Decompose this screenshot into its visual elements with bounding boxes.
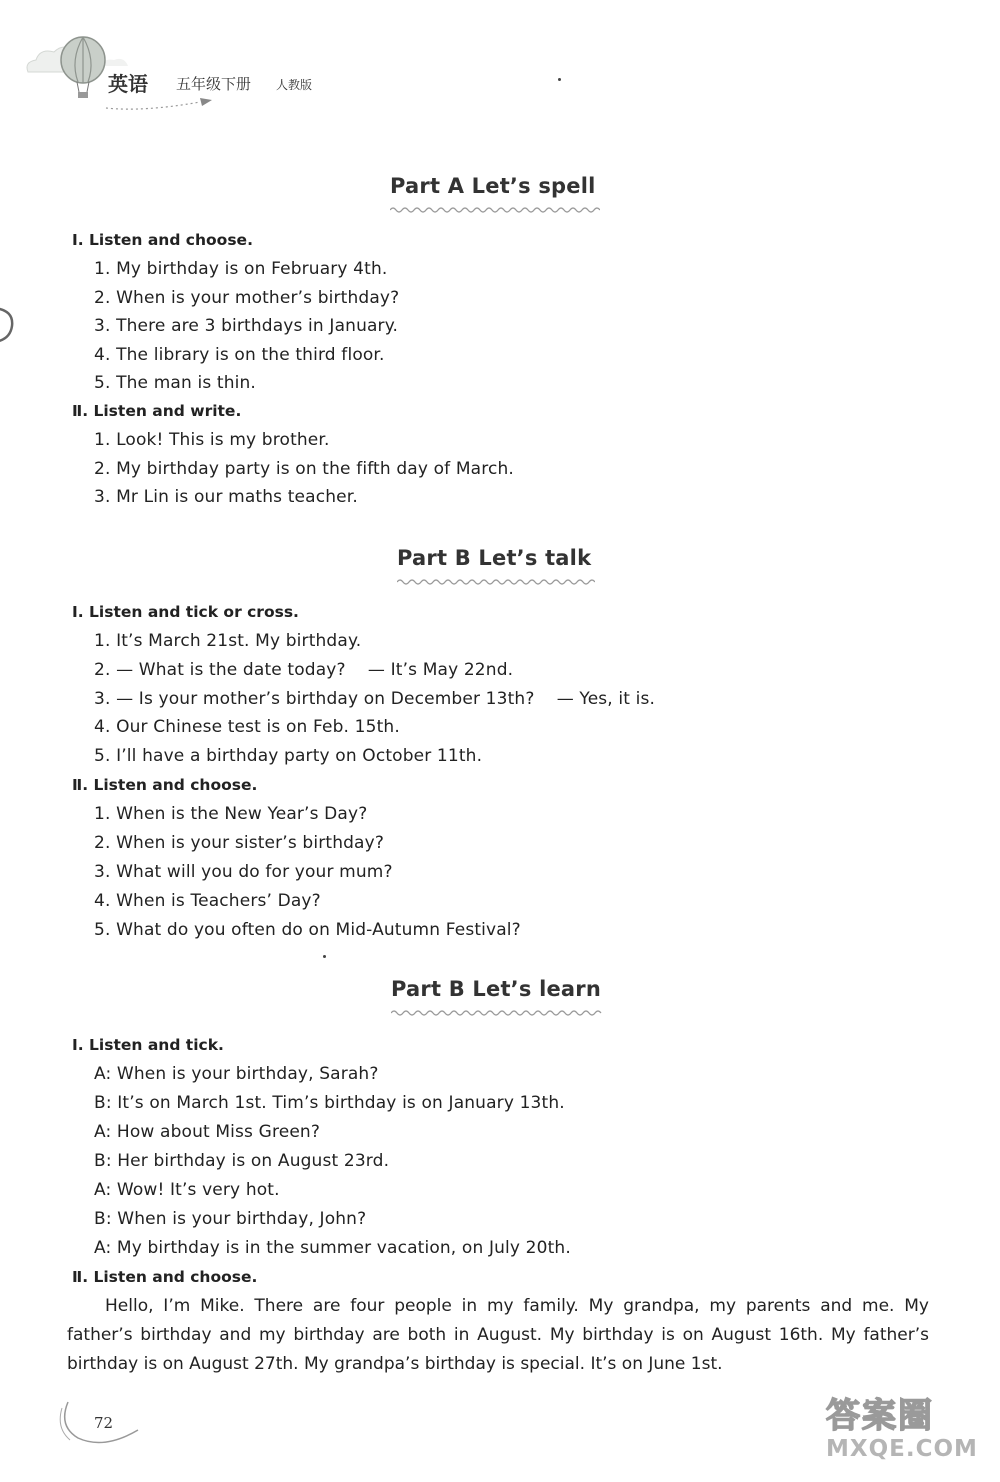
title-wave-underline xyxy=(397,577,595,587)
dialogue-line: A: My birthday is in the summer vacation, on July 20th. xyxy=(94,1238,571,1258)
part-b-lets-learn-title: Part B Let’s learn xyxy=(391,977,601,1001)
section-heading: Ⅰ. Listen and choose. xyxy=(72,231,253,249)
list-item: 4. Our Chinese test is on Feb. 15th. xyxy=(94,717,400,737)
listening-paragraph xyxy=(67,1292,929,1379)
list-item: 3. What will you do for your mum? xyxy=(94,862,393,882)
binding-mark-icon xyxy=(0,300,18,350)
dialogue-line: B: Her birthday is on August 23rd. xyxy=(94,1151,390,1171)
list-item: 3. Mr Lin is our maths teacher. xyxy=(94,487,358,507)
dialogue-line: A: When is your birthday, Sarah? xyxy=(94,1064,379,1084)
list-item: 1. My birthday is on February 4th. xyxy=(94,259,388,279)
list-item: 5. I’ll have a birthday party on October 11th. xyxy=(94,746,483,766)
section-heading: Ⅰ. Listen and tick. xyxy=(72,1036,224,1054)
list-item: 1. Look! This is my brother. xyxy=(94,430,330,450)
dialogue-line: A: How about Miss Green? xyxy=(94,1122,321,1142)
paragraph-text: Hello, I’m Mike. There are four people in my family. My grandpa, my parents and me. My father’s birthday and my birthday are both in August. My birthday is on August 16th. My father’s birthday is on August 27th. My grandpa’s birthday is special. It’s on June 1st. xyxy=(67,1296,929,1374)
paper-plane-trail-icon xyxy=(104,94,214,114)
subject-label: 英语 xyxy=(108,72,148,96)
list-item: 3. There are 3 birthdays in January. xyxy=(94,316,399,336)
list-item: 2. When is your sister’s birthday? xyxy=(94,833,385,853)
edition-label: 人教版 xyxy=(276,78,313,92)
section-heading: Ⅱ. Listen and choose. xyxy=(72,776,258,794)
list-item: 1. It’s March 21st. My birthday. xyxy=(94,631,362,651)
part-a-lets-spell-title: Part A Let’s spell xyxy=(390,174,596,198)
part-b-lets-talk-title: Part B Let’s talk xyxy=(397,546,592,570)
dialogue-line: B: It’s on March 1st. Tim’s birthday is on January 13th. xyxy=(94,1093,565,1113)
section-heading: Ⅱ. Listen and write. xyxy=(72,402,242,420)
speck xyxy=(323,955,326,958)
hot-air-balloon-icon xyxy=(58,36,108,106)
title-wave-underline xyxy=(390,205,600,215)
watermark-bottom-text: MXQE.COM xyxy=(826,1436,978,1462)
watermark-top-text: 答案圈 xyxy=(826,1396,934,1436)
list-item: 2. When is your mother’s birthday? xyxy=(94,288,400,308)
title-wave-underline xyxy=(391,1008,603,1018)
grade-label: 五年级下册 xyxy=(176,75,252,93)
list-item: 4. When is Teachers’ Day? xyxy=(94,891,321,911)
watermark xyxy=(822,1388,990,1470)
section-heading: Ⅰ. Listen and tick or cross. xyxy=(72,603,299,621)
list-item: 2. — What is the date today? — It’s May 22nd. xyxy=(94,660,514,680)
dialogue-line: A: Wow! It’s very hot. xyxy=(94,1180,280,1200)
page-number: 72 xyxy=(94,1414,114,1432)
list-item: 4. The library is on the third floor. xyxy=(94,345,385,365)
dialogue-line: B: When is your birthday, John? xyxy=(94,1209,367,1229)
list-item: 5. The man is thin. xyxy=(94,373,256,393)
list-item: 1. When is the New Year’s Day? xyxy=(94,804,368,824)
list-item: 2. My birthday party is on the fifth day of March. xyxy=(94,459,514,479)
section-heading: Ⅱ. Listen and choose. xyxy=(72,1268,258,1286)
page-header xyxy=(20,28,360,118)
speck xyxy=(558,78,561,81)
list-item: 3. — Is your mother’s birthday on December 13th? — Yes, it is. xyxy=(94,689,656,709)
list-item: 5. What do you often do on Mid-Autumn Festival? xyxy=(94,920,521,940)
